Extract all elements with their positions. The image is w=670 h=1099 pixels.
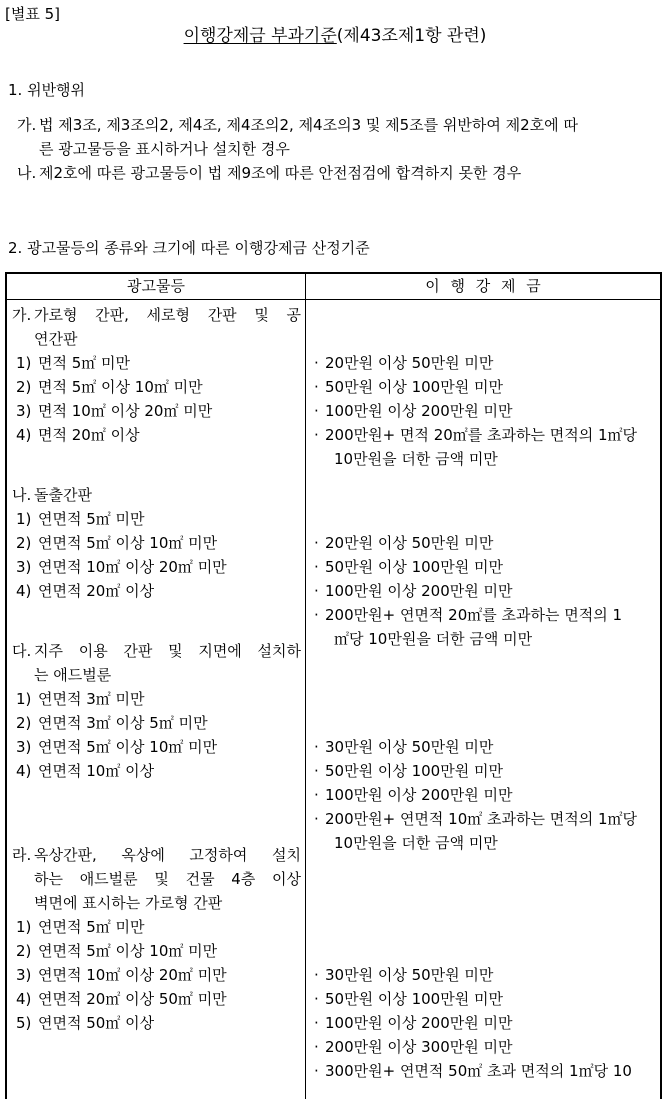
penalty-amount	[314, 1059, 656, 1083]
document-tag: [별표 5]	[5, 5, 60, 23]
group-item-marker: 3)	[16, 558, 32, 576]
spacer	[314, 951, 656, 963]
group-item	[12, 351, 301, 375]
group-item-label: 연면적 50㎡ 이상	[38, 1014, 155, 1032]
penalty-amount-line: 50만원 이상 100만원 미만	[325, 558, 503, 576]
page-title-underlined: 이행강제금 부과기준	[183, 26, 337, 46]
bullet-icon: ·	[314, 990, 319, 1008]
bullet-icon: ·	[314, 558, 319, 576]
group-title-line: 지주 이용 간판 및 지면에 설치하	[34, 642, 301, 660]
table-column-penalty-amounts	[306, 300, 660, 1083]
spacer	[314, 879, 656, 903]
penalty-amount-line: 10만원을 더한 금액 미만	[334, 450, 498, 468]
group-item	[12, 579, 301, 603]
bullet-icon: ·	[314, 1038, 319, 1056]
group-item	[12, 375, 301, 399]
penalty-amount	[314, 399, 656, 423]
group-item-label: 연면적 20㎡ 이상	[38, 582, 155, 600]
penalty-amount-line: 30만원 이상 50만원 미만	[325, 738, 494, 756]
bullet-icon: ·	[314, 738, 319, 756]
penalty-amount	[314, 375, 656, 399]
page-title-reference: (제43조제1항 관련)	[336, 26, 487, 46]
penalty-amount-line: 200만원 이상 300만원 미만	[325, 1038, 513, 1056]
penalty-amount-line: 200만원+ 면적 20㎡를 초과하는 면적의 1㎡당	[325, 426, 638, 444]
group-item-marker: 1)	[16, 918, 32, 936]
column-header-advertisement: 광고물등	[7, 274, 306, 299]
section-1-items	[17, 113, 662, 185]
spacer	[314, 855, 656, 879]
group-item-marker: 1)	[16, 690, 32, 708]
table-column-advertisement-types	[7, 300, 306, 1099]
group-item	[12, 963, 301, 987]
group-item-label: 연면적 3㎡ 미만	[38, 690, 145, 708]
group-item-marker: 4)	[16, 582, 32, 600]
group-item-label: 연면적 20㎡ 이상 50㎡ 미만	[38, 990, 227, 1008]
bullet-icon: ·	[314, 534, 319, 552]
group-item-marker: 4)	[16, 762, 32, 780]
page-title	[0, 24, 670, 48]
penalty-amount	[314, 735, 656, 759]
penalty-amount-line: 50만원 이상 100만원 미만	[325, 762, 503, 780]
penalty-amount	[314, 351, 656, 375]
penalty-amount	[314, 531, 656, 555]
group-item-marker: 4)	[16, 990, 32, 1008]
group-item	[12, 711, 301, 735]
penalty-amount-line: ㎡당 10만원을 더한 금액 미만	[334, 630, 533, 648]
group-item-label: 면적 20㎡ 이상	[38, 426, 140, 444]
table-group-ra	[12, 843, 301, 1035]
spacer	[12, 627, 301, 639]
penalty-amount-line: 10만원을 더한 금액 미만	[334, 834, 498, 852]
bullet-icon: ·	[314, 606, 319, 624]
group-item-label: 연면적 5㎡ 미만	[38, 918, 145, 936]
penalty-amount-line: 300만원+ 연면적 50㎡ 초과 면적의 1㎡당 10	[325, 1062, 632, 1080]
bullet-icon: ·	[314, 1014, 319, 1032]
spacer	[12, 471, 301, 483]
penalty-amount	[314, 759, 656, 783]
spacer	[314, 495, 656, 507]
group-title-line: 벽면에 표시하는 가로형 간판	[34, 894, 223, 912]
group-item	[12, 735, 301, 759]
group-marker: 가.	[12, 306, 32, 324]
column-header-penalty: 이 행 강 제 금	[425, 277, 544, 295]
penalty-amount	[314, 1011, 656, 1035]
spacer	[12, 831, 301, 843]
spacer	[12, 447, 301, 471]
group-marker: 나.	[12, 486, 32, 504]
spacer	[314, 903, 656, 927]
penalty-amount-line: 20만원 이상 50만원 미만	[325, 354, 494, 372]
penalty-amount	[314, 783, 656, 807]
group-item-marker: 2)	[16, 378, 32, 396]
table-group-ga	[12, 303, 301, 447]
bullet-icon: ·	[314, 1062, 319, 1080]
group-item-label: 면적 5㎡ 이상 10㎡ 미만	[38, 378, 203, 396]
section-1-heading: 1. 위반행위	[8, 81, 86, 99]
penalty-amount	[314, 1035, 656, 1059]
group-title	[12, 303, 301, 351]
group-item-label: 연면적 5㎡ 이상 10㎡ 미만	[38, 738, 218, 756]
penalty-amount-line: 50만원 이상 100만원 미만	[325, 378, 503, 396]
bullet-icon: ·	[314, 966, 319, 984]
group-title-line: 가로형 간판, 세로형 간판 및 공	[34, 306, 301, 324]
group-item	[12, 987, 301, 1011]
group-title	[12, 483, 301, 507]
group-item	[12, 507, 301, 531]
bullet-icon: ·	[314, 378, 319, 396]
group-title-line: 하는 애드벌룬 및 건물 4층 이상	[34, 870, 301, 888]
spacer	[314, 327, 656, 351]
group-title-line: 옥상간판, 옥상에 고정하여 설치	[34, 846, 301, 864]
group-item	[12, 555, 301, 579]
penalty-amount-line: 200만원+ 연면적 10㎡ 초과하는 면적의 1㎡당	[325, 810, 638, 828]
group-item-label: 연면적 10㎡ 이상 20㎡ 미만	[38, 966, 227, 984]
penalty-criteria-table	[5, 272, 662, 1099]
penalty-amount-line: 30만원 이상 50만원 미만	[325, 966, 494, 984]
spacer	[314, 723, 656, 735]
group-item	[12, 531, 301, 555]
spacer	[12, 783, 301, 807]
table-body	[7, 300, 660, 1099]
group-item	[12, 687, 301, 711]
table-header-row	[7, 274, 660, 300]
group-item-marker: 3)	[16, 738, 32, 756]
group-item-label: 연면적 5㎡ 이상 10㎡ 미만	[38, 942, 218, 960]
group-item	[12, 915, 301, 939]
group-item-label: 연면적 10㎡ 이상 20㎡ 미만	[38, 558, 227, 576]
section-2-heading: 2. 광고물등의 종류와 크기에 따른 이행강제금 산정기준	[8, 239, 370, 257]
list-item	[17, 161, 662, 185]
penalty-amount	[314, 807, 656, 855]
penalty-amount	[314, 579, 656, 603]
list-item-marker: 가.	[17, 116, 37, 134]
penalty-amount	[314, 987, 656, 1011]
group-title-line: 연간판	[34, 330, 78, 348]
group-item-marker: 1)	[16, 510, 32, 528]
group-item-marker: 2)	[16, 534, 32, 552]
table-group-na	[12, 483, 301, 603]
group-item-label: 연면적 3㎡ 이상 5㎡ 미만	[38, 714, 208, 732]
spacer	[314, 507, 656, 531]
spacer	[314, 927, 656, 951]
group-item	[12, 759, 301, 783]
penalty-amount-line: 50만원 이상 100만원 미만	[325, 990, 503, 1008]
group-item-marker: 1)	[16, 354, 32, 372]
penalty-amount-line: 100만원 이상 200만원 미만	[325, 1014, 513, 1032]
group-marker: 라.	[12, 846, 32, 864]
spacer	[12, 603, 301, 627]
list-item	[17, 113, 662, 161]
penalty-amount-line: 100만원 이상 200만원 미만	[325, 582, 513, 600]
spacer	[314, 651, 656, 675]
group-item-label: 면적 5㎡ 미만	[38, 354, 131, 372]
spacer	[12, 807, 301, 831]
group-item	[12, 939, 301, 963]
bullet-icon: ·	[314, 354, 319, 372]
group-item	[12, 399, 301, 423]
group-item-marker: 5)	[16, 1014, 32, 1032]
group-marker: 다.	[12, 642, 32, 660]
bullet-icon: ·	[314, 402, 319, 420]
group-title	[12, 843, 301, 915]
penalty-amount-line: 100만원 이상 200만원 미만	[325, 402, 513, 420]
table-group-da	[12, 639, 301, 783]
group-item-marker: 4)	[16, 426, 32, 444]
penalty-amount	[314, 603, 656, 651]
spacer	[314, 471, 656, 495]
spacer	[314, 675, 656, 699]
group-item-marker: 2)	[16, 714, 32, 732]
group-item	[12, 423, 301, 447]
penalty-amount-line: 200만원+ 연면적 20㎡를 초과하는 면적의 1	[325, 606, 623, 624]
bullet-icon: ·	[314, 762, 319, 780]
group-item-marker: 3)	[16, 966, 32, 984]
list-item-line: 른 광고물등을 표시하거나 설치한 경우	[39, 140, 290, 158]
penalty-amount	[314, 555, 656, 579]
group-title-line: 돌출간판	[34, 486, 92, 504]
group-item-label: 연면적 5㎡ 미만	[38, 510, 145, 528]
group-item-label: 연면적 10㎡ 이상	[38, 762, 155, 780]
penalty-amount-line: 20만원 이상 50만원 미만	[325, 534, 494, 552]
group-item-label: 연면적 5㎡ 이상 10㎡ 미만	[38, 534, 218, 552]
group-item-label: 면적 10㎡ 이상 20㎡ 미만	[38, 402, 213, 420]
group-item-marker: 3)	[16, 402, 32, 420]
spacer	[314, 303, 656, 327]
penalty-amount	[314, 963, 656, 987]
group-item-marker: 2)	[16, 942, 32, 960]
spacer	[314, 699, 656, 723]
group-title	[12, 639, 301, 687]
group-title-line: 는 애드벌룬	[34, 666, 112, 684]
bullet-icon: ·	[314, 810, 319, 828]
list-item-line: 법 제3조, 제3조의2, 제4조, 제4조의2, 제4조의3 및 제5조를 위반하여 제2호에 따	[39, 116, 578, 134]
penalty-amount-line: 100만원 이상 200만원 미만	[325, 786, 513, 804]
penalty-amount	[314, 423, 656, 471]
bullet-icon: ·	[314, 426, 319, 444]
group-item	[12, 1011, 301, 1035]
list-item-line: 제2호에 따른 광고물등이 법 제9조에 따른 안전점검에 합격하지 못한 경우	[39, 164, 522, 182]
list-item-marker: 나.	[17, 164, 37, 182]
bullet-icon: ·	[314, 786, 319, 804]
bullet-icon: ·	[314, 582, 319, 600]
